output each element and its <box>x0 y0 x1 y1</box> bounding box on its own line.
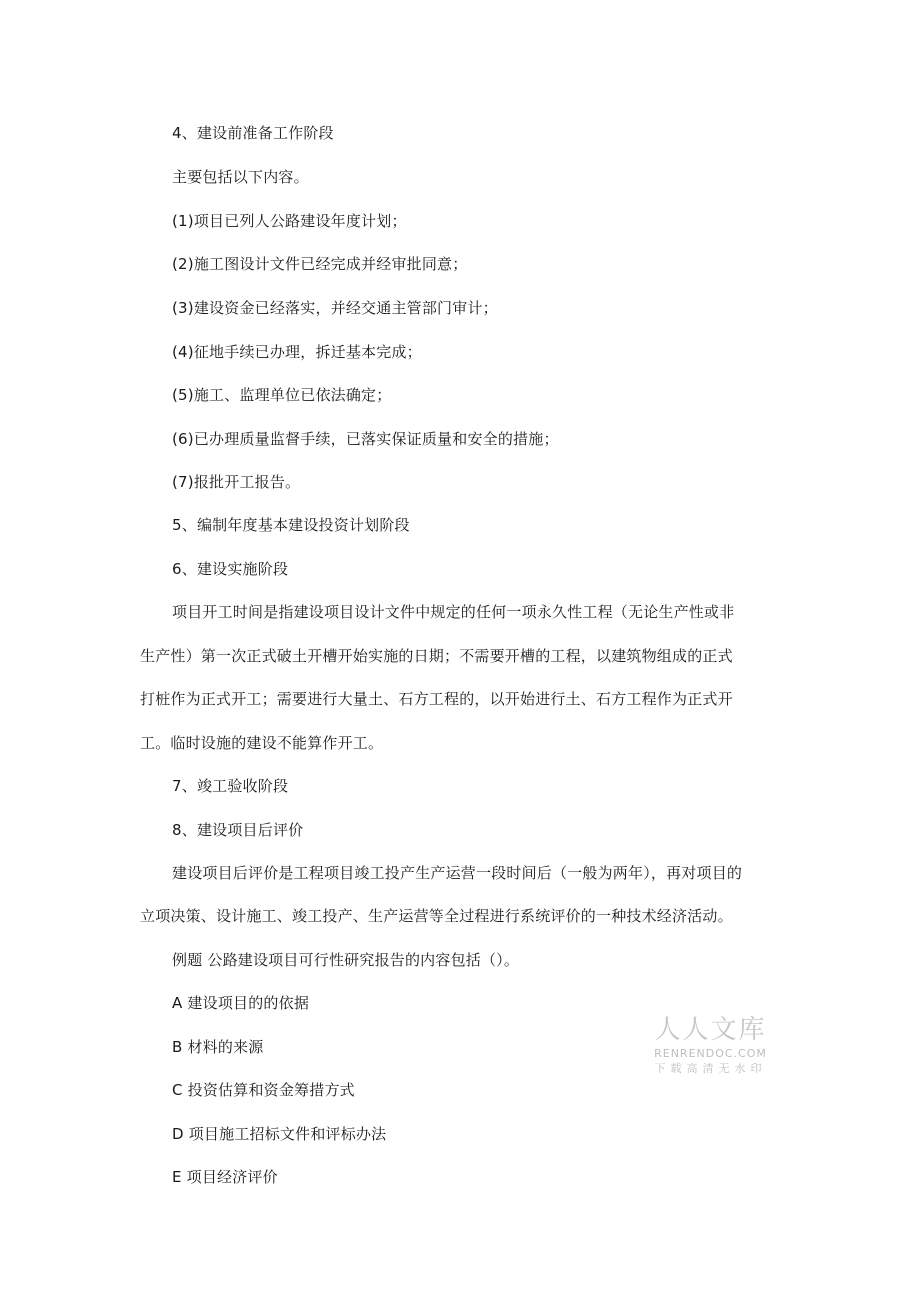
watermark-url: RENRENDOC.COM <box>654 1047 767 1060</box>
heading-stage-4: 4、建设前准备工作阶段 <box>172 124 334 142</box>
option-e: E 项目经济评价 <box>172 1168 278 1186</box>
heading-stage-7: 7、竣工验收阶段 <box>172 777 289 795</box>
list-item-3: (3)建设资金已经落实，并经交通主管部门审计； <box>172 299 498 317</box>
list-item-7: (7)报批开工报告。 <box>172 473 301 491</box>
heading-stage-5: 5、编制年度基本建设投资计划阶段 <box>172 516 410 534</box>
heading-stage-8: 8、建设项目后评价 <box>172 821 304 839</box>
heading-stage-6: 6、建设实施阶段 <box>172 560 289 578</box>
option-a: A 建设项目的的依据 <box>172 994 310 1012</box>
paragraph-stage-6-line-4: 工。临时设施的建设不能算作开工。 <box>140 734 384 752</box>
example-question: 例题 公路建设项目可行性研究报告的内容包括（）。 <box>172 951 520 969</box>
option-b: B 材料的来源 <box>172 1038 264 1056</box>
option-d: D 项目施工招标文件和评标办法 <box>172 1125 387 1143</box>
list-item-4: (4)征地手续已办理，拆迁基本完成； <box>172 343 422 361</box>
list-item-1: (1)项目已列人公路建设年度计划； <box>172 212 407 230</box>
paragraph-stage-8-line-2: 立项决策、设计施工、竣工投产、生产运营等全过程进行系统评价的一种技术经济活动。 <box>140 907 733 925</box>
paragraph-intro: 主要包括以下内容。 <box>172 168 309 186</box>
paragraph-stage-6-line-1: 项目开工时间是指建设项目设计文件中规定的任何一项永久性工程（无论生产性或非 <box>172 603 735 621</box>
list-item-2: (2)施工图设计文件已经完成并经审批同意； <box>172 255 468 273</box>
paragraph-stage-6-line-3: 打桩作为正式开工；需要进行大量土、石方工程的，以开始进行土、石方工程作为正式开 <box>140 690 733 708</box>
option-c: C 投资估算和资金筹措方式 <box>172 1081 355 1099</box>
watermark-slogan: 下载高清无水印 <box>654 1062 767 1075</box>
list-item-5: (5)施工、监理单位已依法确定； <box>172 386 392 404</box>
watermark-logo <box>648 1013 773 1076</box>
watermark-title: 人人文库 <box>654 1015 767 1045</box>
paragraph-stage-8-line-1: 建设项目后评价是工程项目竣工投产生产运营一段时间后（一般为两年），再对项目的 <box>172 864 743 882</box>
paragraph-stage-6-line-2: 生产性）第一次正式破土开槽开始实施的日期；不需要开槽的工程，以建筑物组成的正式 <box>140 647 733 665</box>
list-item-6: (6)已办理质量监督手续，已落实保证质量和安全的措施； <box>172 430 559 448</box>
